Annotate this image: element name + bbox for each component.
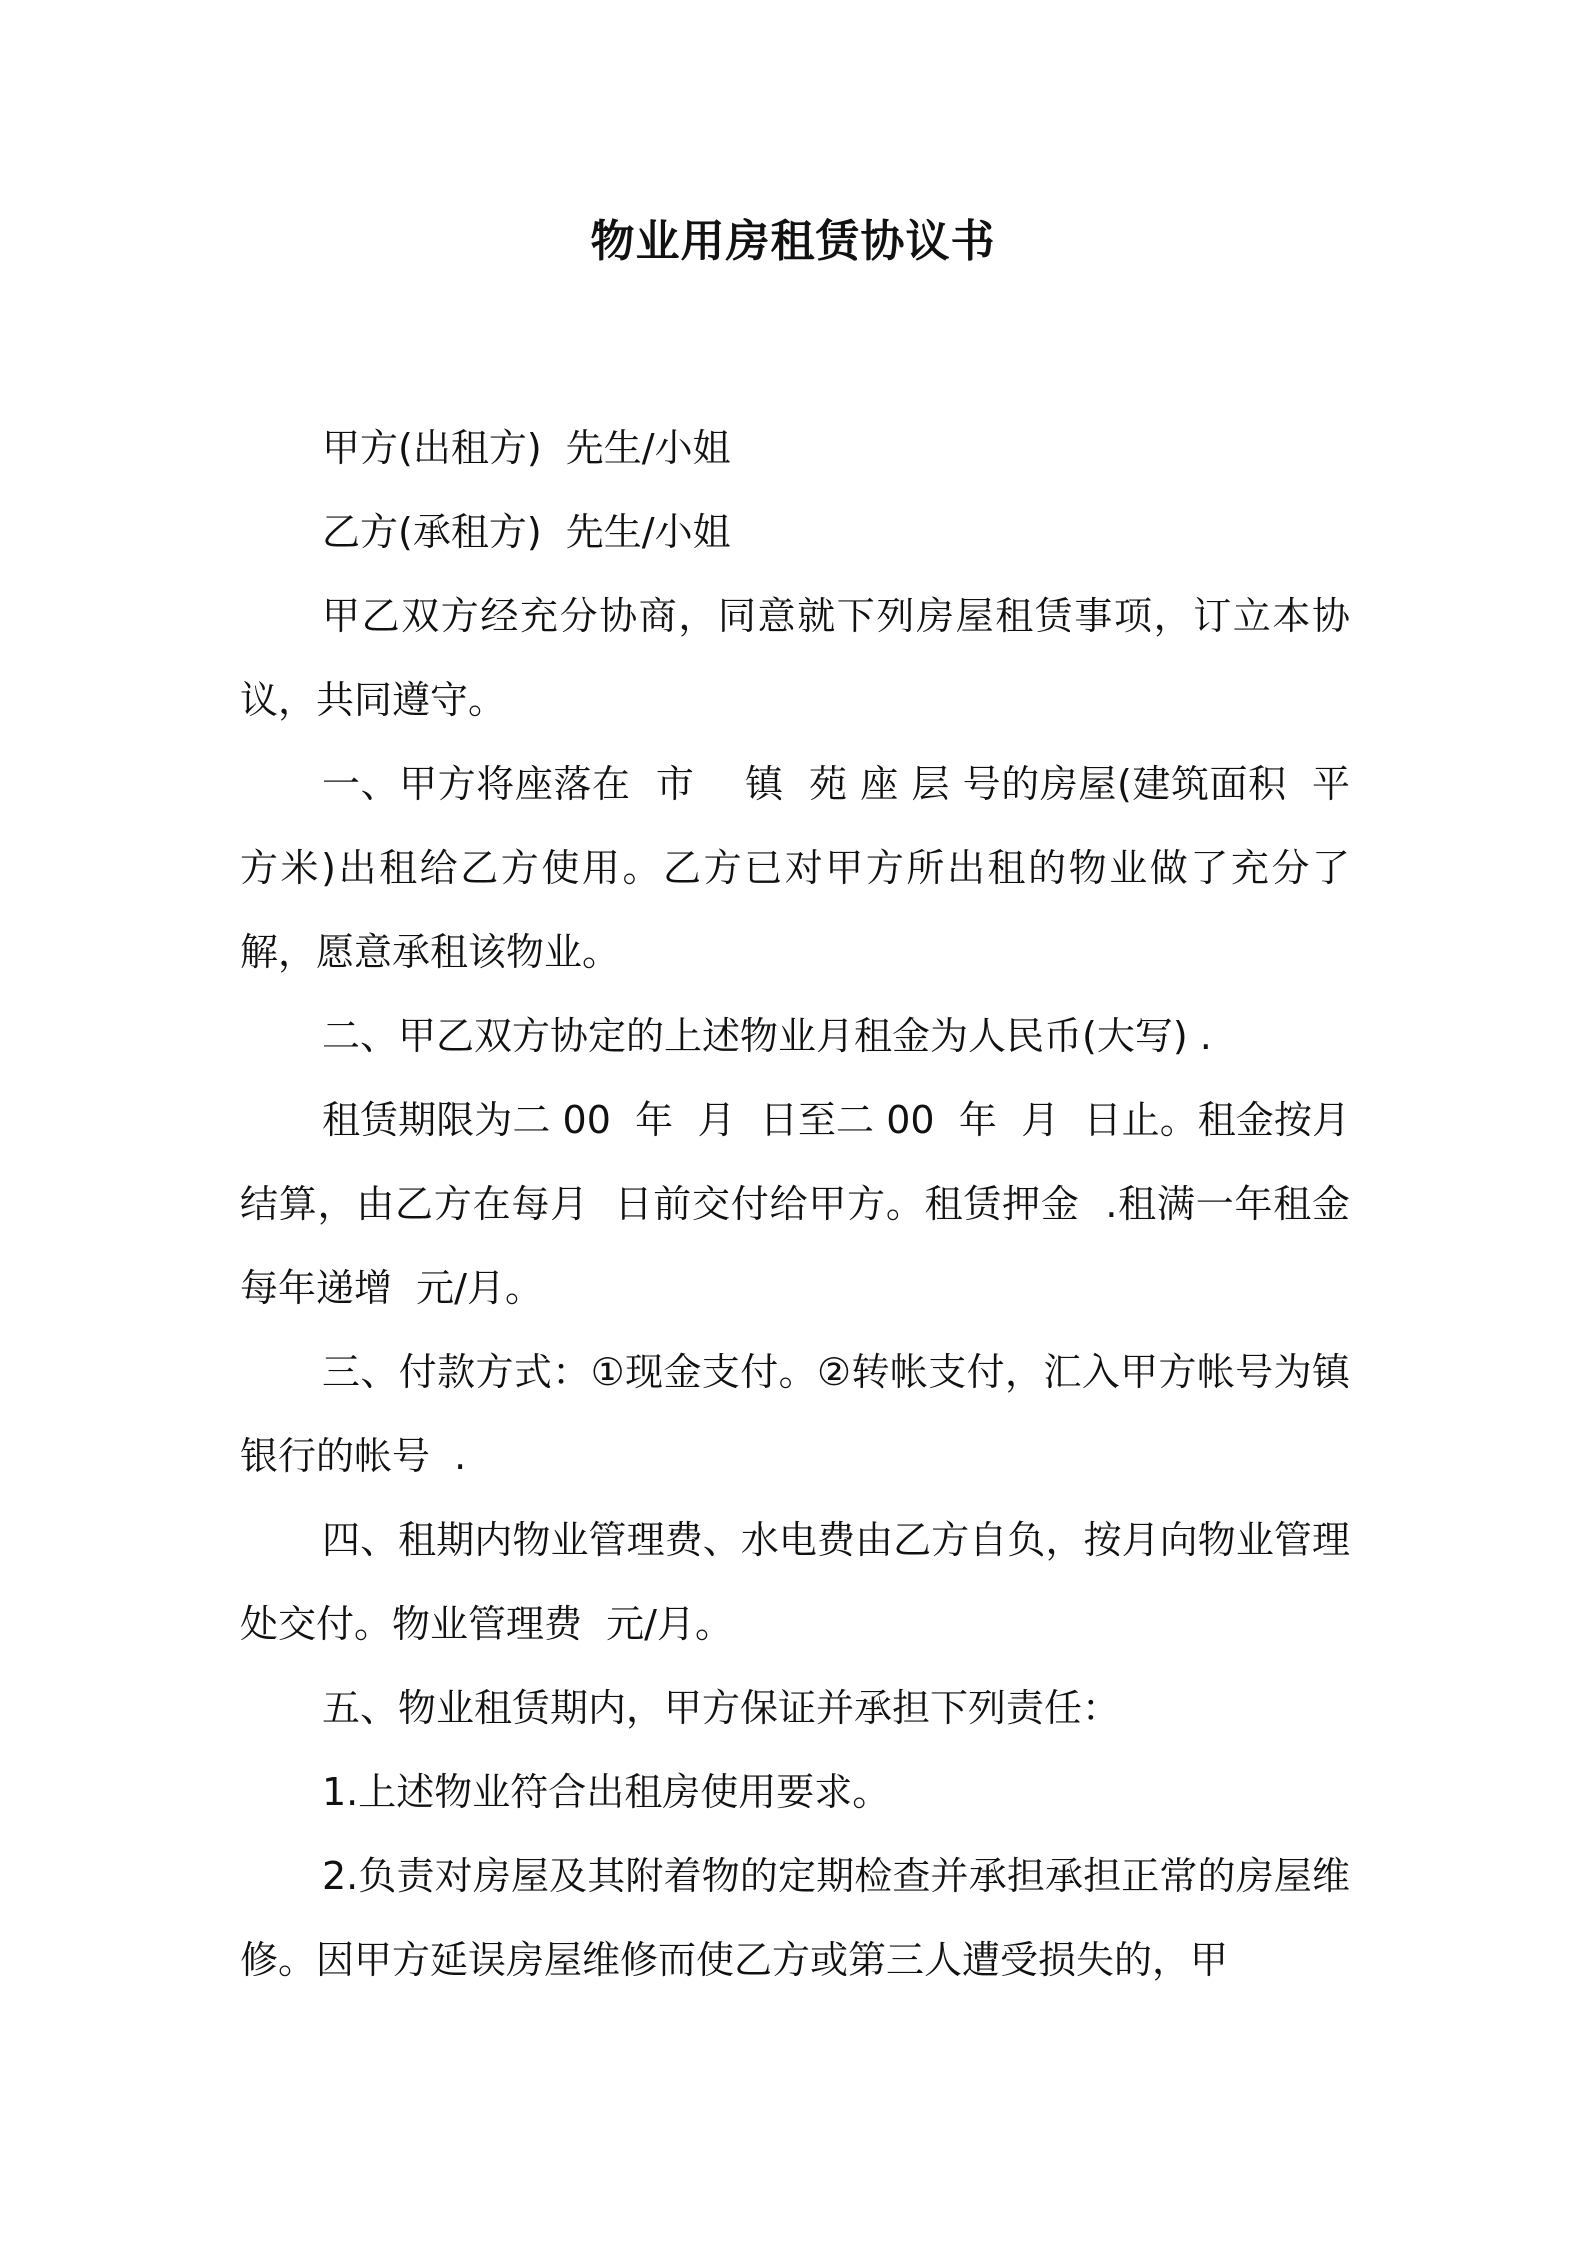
clause-2: 二、甲乙双方协定的上述物业月租金为人民币(大写) . xyxy=(322,1014,1212,1058)
party-a-line: 甲方(出租方) 先生/小姐 xyxy=(322,426,731,470)
clause-4: 四、租期内物业管理费、水电费由乙方自负，按月向物业管理处交付。物业管理费 元/月。 xyxy=(240,1518,1350,1646)
clause-5-item-2: 2.负责对房屋及其附着物的定期检查并承担承担正常的房屋维修。因甲方延误房屋维修而使乙方或第三人遭受损失的，甲 xyxy=(240,1854,1350,1982)
clause-1: 一、甲方将座落在 市 镇 苑 座 层 号的房屋(建筑面积 平方米)出租给乙方使用。乙方已对甲方所出租的物业做了充分了解，愿意承租该物业。 xyxy=(240,762,1350,974)
lease-term-paragraph: 租赁期限为二 00 年 月 日至二 00 年 月 日止。租金按月结算，由乙方在每月 日前交付给甲方。租赁押金 .租满一年租金每年递增 元/月。 xyxy=(240,1098,1350,1310)
document-body xyxy=(240,406,1375,2002)
party-b-line: 乙方(承租方) 先生/小姐 xyxy=(322,510,731,554)
clause-5: 五、物业租赁期内，甲方保证并承担下列责任： xyxy=(322,1686,1121,1730)
clause-5-item-1: 1.上述物业符合出租房使用要求。 xyxy=(322,1770,891,1814)
clause-3: 三、付款方式：①现金支付。②转帐支付，汇入甲方帐号为镇 银行的帐号 . xyxy=(240,1350,1375,1478)
agreement-intro: 甲乙双方经充分协商，同意就下列房屋租赁事项，订立本协议，共同遵守。 xyxy=(240,594,1350,722)
document-title: 物业用房租赁协议书 xyxy=(590,216,996,267)
